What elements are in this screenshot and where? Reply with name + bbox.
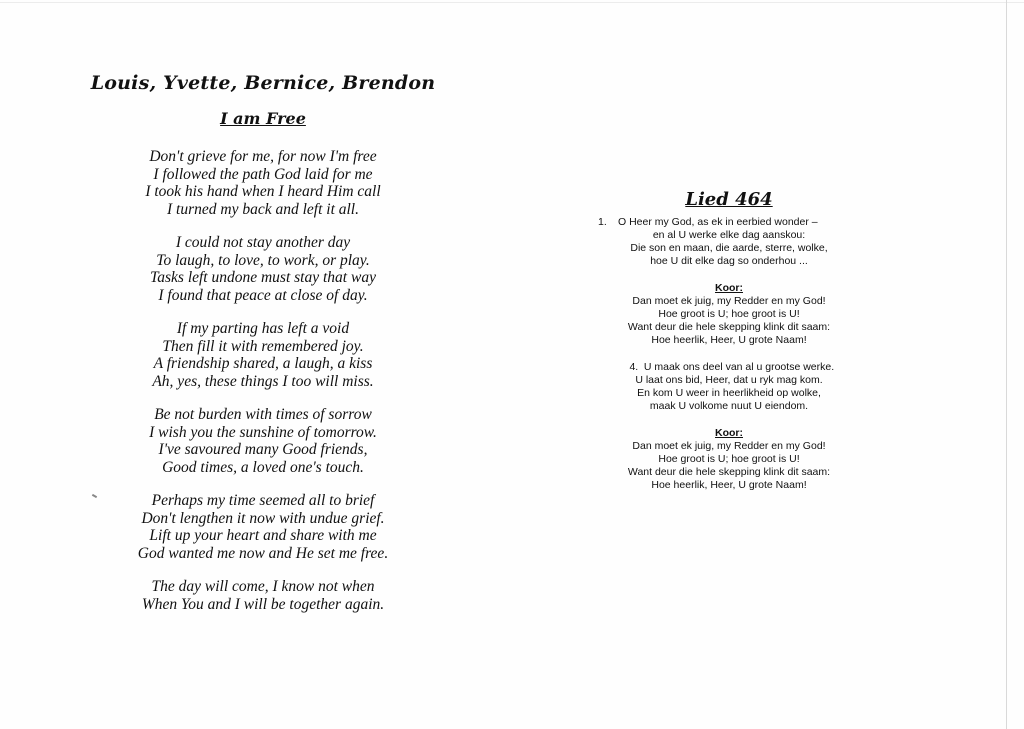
poem-line: I followed the path God laid for me	[153, 165, 373, 183]
poem-line: Perhaps my time seemed all to brief	[151, 492, 375, 509]
poem-line: The day will come, I know not when	[151, 578, 375, 595]
verse-line: hoe U dit elke dag so onderhou ...	[650, 255, 808, 267]
stanza-6	[88, 578, 438, 613]
poem-line: Good times, a loved one's touch.	[162, 458, 364, 476]
poem-title: I am Free	[220, 109, 306, 128]
poem-line: I turned my back and left it all.	[167, 200, 359, 218]
chorus-line: Hoe groot is U; hoe groot is U!	[658, 453, 800, 465]
scan-edge-top	[0, 2, 1024, 3]
family-names: Louis, Yvette, Bernice, Brendon	[90, 72, 436, 94]
poem-line: When You and I will be together again.	[141, 595, 385, 613]
chorus-line: Dan moet ek juig, my Redder en my God!	[632, 440, 826, 452]
poem-line: A friendship shared, a laugh, a kiss	[153, 355, 373, 372]
chorus-label: Koor:	[715, 282, 743, 294]
verse-line: U maak ons deel van al u grootse werke.	[643, 361, 835, 373]
stanza-4	[88, 406, 438, 476]
poem-line: I took his hand when I heard Him call	[145, 183, 381, 200]
hymn-verse-4	[598, 361, 860, 413]
verse-line: En kom U weer in heerlikheid op wolke,	[637, 387, 821, 399]
chorus-line: Hoe groot is U; hoe groot is U!	[658, 308, 800, 320]
poem-line: Ah, yes, these things I too will miss.	[152, 372, 374, 390]
poem-line: Then fill it with remembered joy.	[162, 337, 364, 355]
chorus-line: Want deur die hele skepping klink dit saam:	[627, 466, 831, 478]
poem-line: Be not burden with times of sorrow	[154, 406, 372, 423]
hymn-verse-1	[598, 216, 860, 268]
hymn-chorus-1	[598, 282, 860, 347]
poem-line: I could not stay another day	[175, 234, 351, 251]
poem-line: Don't grieve for me, for now I'm free	[149, 148, 377, 165]
stanza-3	[88, 320, 438, 390]
chorus-line: Dan moet ek juig, my Redder en my God!	[632, 295, 826, 307]
chorus-line: Hoe heerlik, Heer, U grote Naam!	[651, 479, 807, 491]
poem-line: I've savoured many Good friends,	[158, 441, 368, 458]
hymn-section	[598, 188, 860, 506]
poem-line: God wanted me now and He set me free.	[137, 544, 389, 562]
verse-line: U laat ons bid, Heer, dat u ryk mag kom.	[635, 374, 823, 386]
chorus-line: Want deur die hele skepping klink dit saam:	[627, 321, 831, 333]
stanza-2	[88, 234, 438, 304]
hymn-chorus-2	[598, 427, 860, 492]
stanza-5	[88, 492, 438, 562]
verse-line: Die son en maan, die aarde, sterre, wolke,	[630, 242, 828, 254]
verse-number: 4.	[629, 361, 639, 373]
verse-line: maak U volkome nuut U eiendom.	[649, 400, 809, 412]
scan-edge-right	[1006, 0, 1007, 729]
verse-first-line	[598, 361, 860, 374]
verse-line: O Heer my God, as ek in eerbied wonder –	[618, 216, 818, 228]
stanza-1	[88, 148, 438, 218]
poem-section	[88, 70, 438, 629]
chorus-label: Koor:	[715, 427, 743, 439]
verse-number: 1.	[598, 216, 607, 228]
poem-line: I wish you the sunshine of tomorrow.	[149, 423, 377, 441]
poem-line: If my parting has left a void	[176, 320, 350, 337]
poem-line: Don't lengthen it now with undue grief.	[141, 509, 385, 527]
poem-stanzas	[88, 148, 438, 613]
verse-first-line	[598, 216, 860, 229]
hymn-title: Lied 464	[685, 189, 773, 210]
verse-line: en al U werke elke dag aanskou:	[652, 229, 806, 241]
poem-line: To laugh, to love, to work, or play.	[156, 251, 370, 269]
poem-line: I found that peace at close of day.	[158, 286, 368, 304]
chorus-line: Hoe heerlik, Heer, U grote Naam!	[651, 334, 807, 346]
poem-line: Lift up your heart and share with me	[149, 527, 377, 544]
poem-line: Tasks left undone must stay that way	[150, 269, 376, 286]
